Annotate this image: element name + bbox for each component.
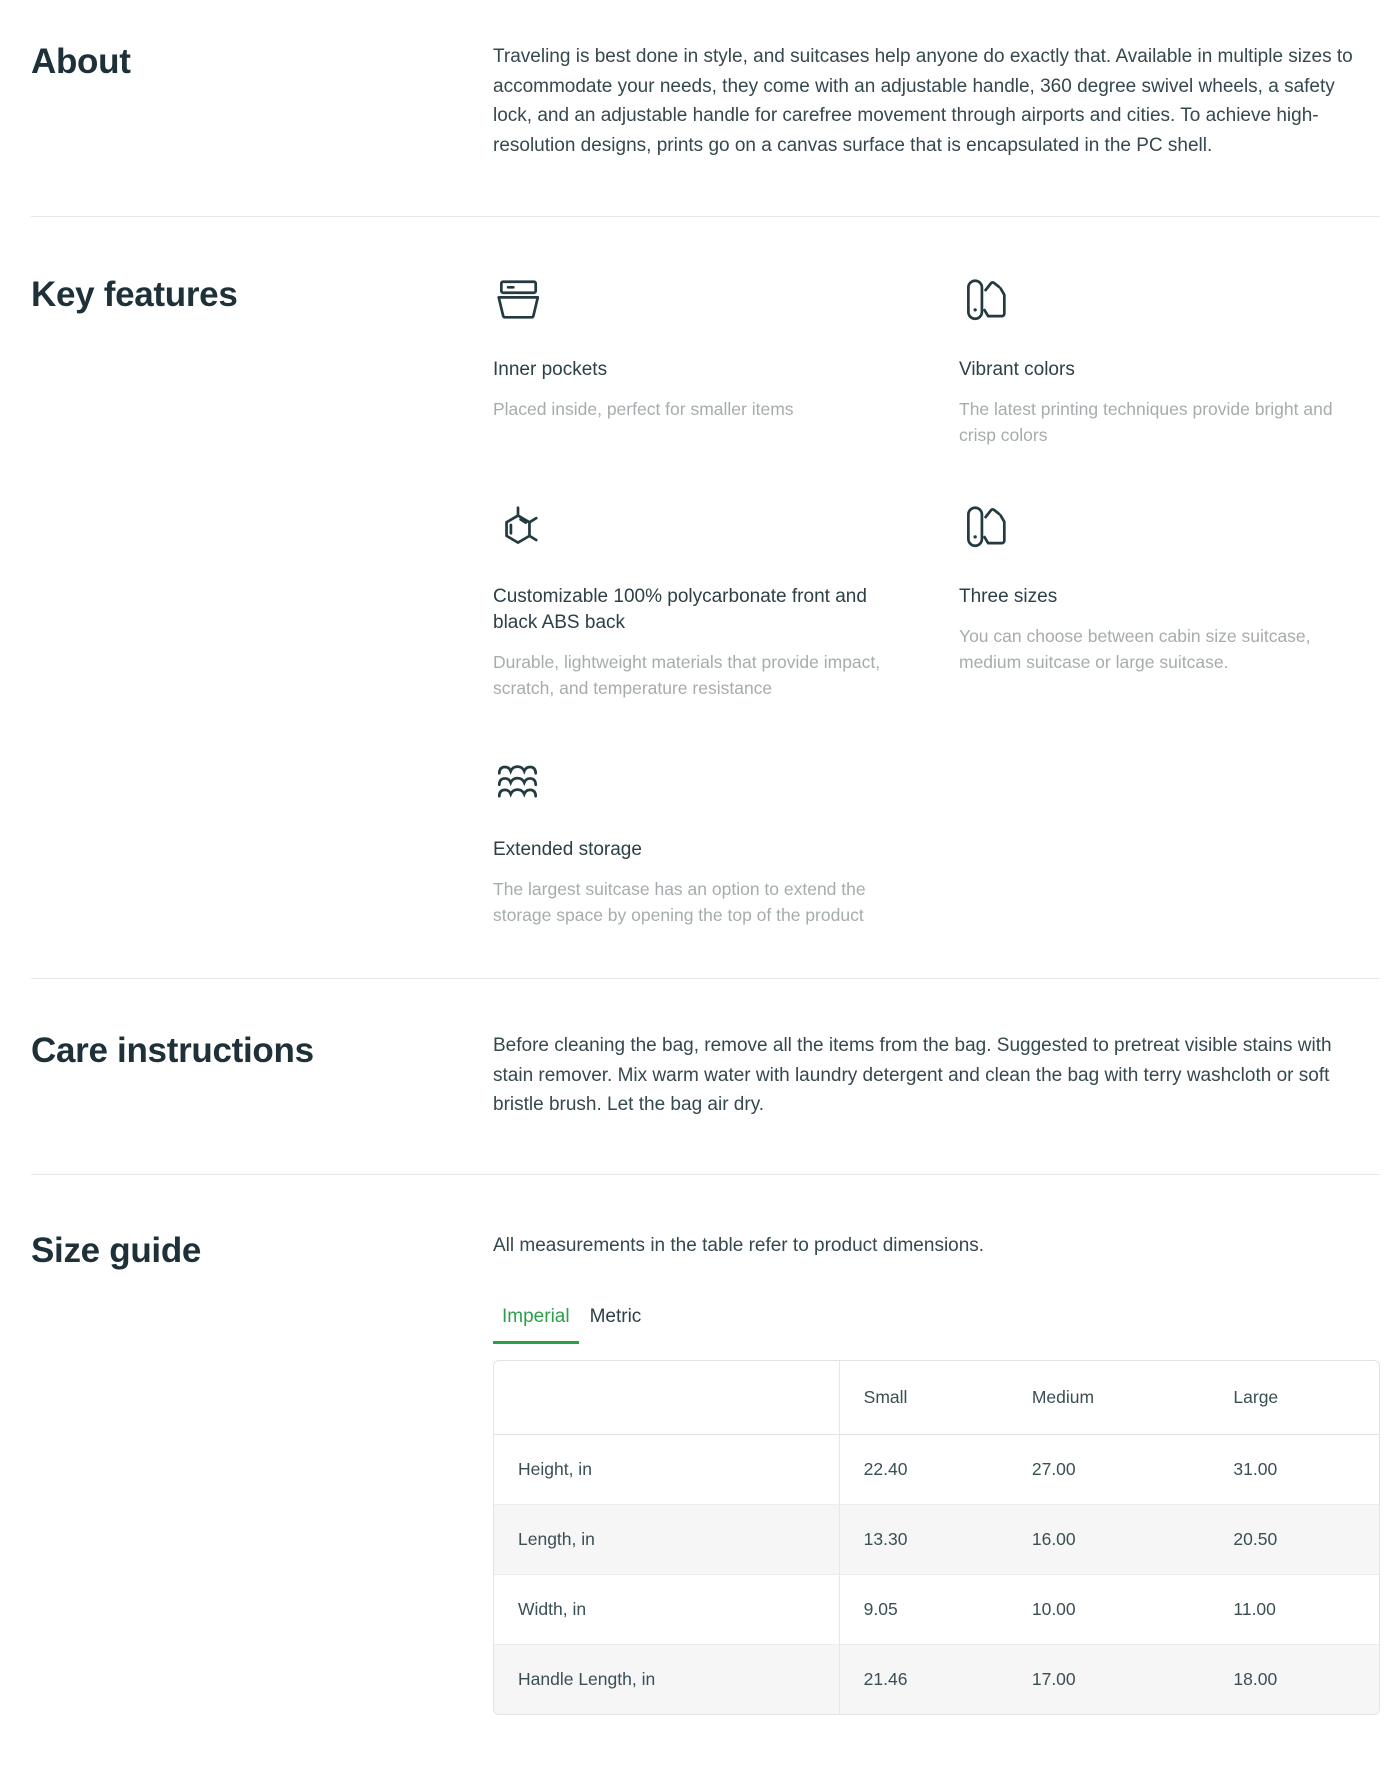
care-instructions-heading: Care instructions [31, 1031, 314, 1070]
feature-three-sizes [959, 502, 1365, 701]
feature-title: Vibrant colors [959, 359, 1075, 380]
cell-value: 9.05 [839, 1574, 1008, 1644]
table-row-height [494, 1434, 1379, 1504]
cell-value: 27.00 [1008, 1434, 1210, 1504]
key-features-heading: Key features [31, 275, 238, 314]
cell-value: 22.40 [839, 1434, 1008, 1504]
feature-vibrant-colors [959, 275, 1365, 448]
cell-value: 16.00 [1008, 1504, 1210, 1574]
feature-description: Durable, lightweight materials that provide impact, scratch, and temperature resistance [493, 652, 881, 698]
tab-imperial[interactable]: Imperial [493, 1306, 579, 1344]
feature-title: Extended storage [493, 839, 642, 860]
color-swatch-icon [959, 502, 1365, 552]
cell-value: 11.00 [1209, 1574, 1379, 1644]
feature-title: Three sizes [959, 586, 1058, 607]
table-row-width [494, 1574, 1379, 1644]
cell-value: 31.00 [1209, 1434, 1379, 1504]
row-label: Width, in [494, 1574, 839, 1644]
feature-title: Inner pockets [493, 359, 608, 380]
size-table [493, 1360, 1380, 1715]
cell-value: 10.00 [1008, 1574, 1210, 1644]
table-row-length [494, 1504, 1379, 1574]
feature-extended-storage [493, 755, 899, 928]
feature-customizable-shell [493, 502, 899, 701]
features-grid [493, 275, 1365, 928]
size-guide-section [31, 1175, 1380, 1725]
column-header-small: Small [839, 1361, 1008, 1435]
unit-tabs [493, 1306, 1380, 1344]
cell-value: 17.00 [1031, 1668, 1076, 1689]
size-guide-intro: All measurements in the table refer to product dimensions. [493, 1234, 985, 1256]
feature-title: Customizable 100% polycarbonate front and black ABS back [493, 586, 867, 633]
size-table-corner-cell [494, 1361, 839, 1435]
column-header-medium: Medium [1008, 1361, 1210, 1435]
feature-description: The largest suitcase has an option to extend the storage space by opening the top of the product [493, 879, 866, 925]
tab-metric[interactable]: Metric [581, 1306, 651, 1344]
waves-icon [493, 755, 899, 805]
feature-inner-pockets [493, 275, 899, 448]
about-text: Traveling is best done in style, and suitcases help anyone do exactly that. Available in multiple sizes to accommodate your needs, they come with an adjustable handle, 360 degree swivel wheels, a safety lock, and an adjustable handle for carefree movement through airports and cities. To achieve high-resolution designs, prints go on a canvas surface that is encapsulated in the PC shell. [493, 46, 1353, 156]
key-features-section [31, 217, 1380, 979]
cell-value: 13.30 [839, 1504, 1008, 1574]
feature-description: Placed inside, perfect for smaller items [493, 399, 794, 419]
row-label: Handle Length, in [494, 1644, 839, 1714]
size-guide-heading: Size guide [31, 1230, 202, 1270]
row-label: Length, in [494, 1504, 839, 1574]
table-row-handle-length [494, 1644, 1379, 1714]
molecule-icon [493, 502, 899, 552]
feature-description: You can choose between cabin size suitcase, medium suitcase or large suitcase. [959, 626, 1311, 672]
open-box-icon [493, 275, 899, 325]
cell-value: 18.00 [1233, 1668, 1278, 1689]
color-swatch-icon [959, 275, 1365, 325]
care-instructions-text: Before cleaning the bag, remove all the items from the bag. Suggested to pretreat visible stains with stain remover. Mix warm water with laundry detergent and clean the bag with terry washcloth or soft bristle brush. Let the bag air dry. [493, 1035, 1332, 1115]
size-table-header-row [494, 1361, 1379, 1435]
about-heading: About [31, 42, 131, 81]
cell-value: 20.50 [1209, 1504, 1379, 1574]
column-header-large: Large [1209, 1361, 1379, 1435]
feature-description: The latest printing techniques provide bright and crisp colors [959, 399, 1333, 445]
care-instructions-section [31, 979, 1380, 1175]
about-section [31, 0, 1380, 217]
cell-value: 21.46 [863, 1668, 908, 1689]
row-label: Height, in [494, 1434, 839, 1504]
